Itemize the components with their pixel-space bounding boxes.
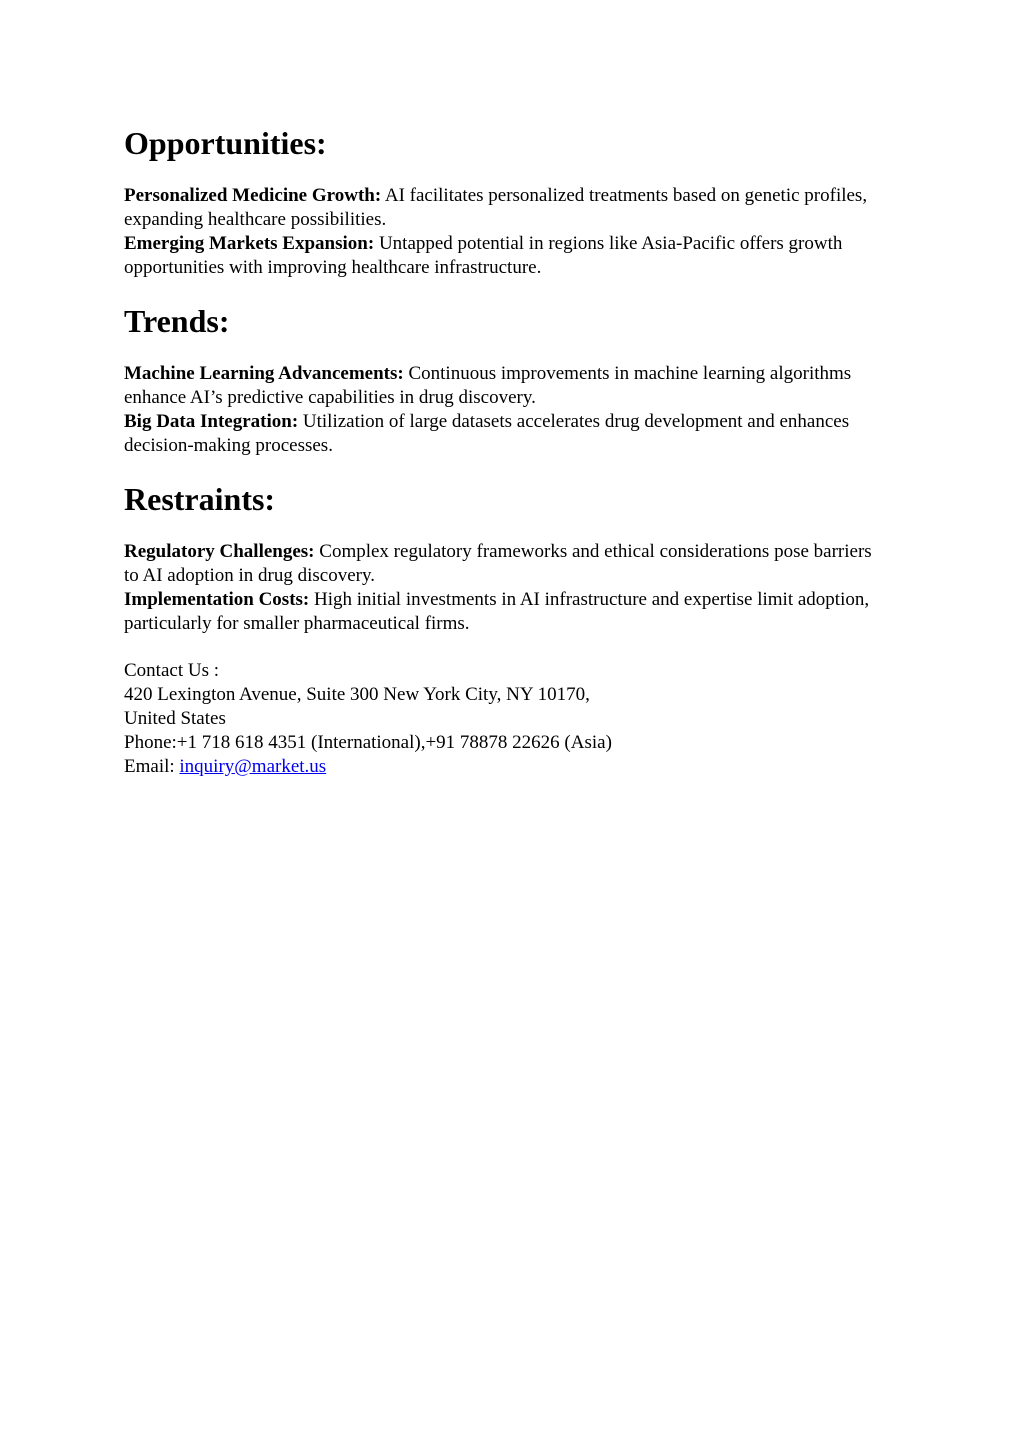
contact-heading: Contact Us : <box>124 660 219 681</box>
section-trends <box>124 302 884 458</box>
paragraph-lead: Regulatory Challenges: <box>124 541 315 562</box>
contact-block <box>124 659 884 779</box>
paragraph-personalized-medicine <box>124 184 884 232</box>
paragraph-text: High initial investments in AI infrastructure and expertise limit adoption, particularly for smaller pharmaceutical firms. <box>124 589 870 634</box>
contact-email-row <box>124 755 884 779</box>
paragraph-regulatory-challenges <box>124 540 884 588</box>
paragraph-text: Complex regulatory frameworks and ethical considerations pose barriers to AI adoption in drug discovery. <box>124 541 872 586</box>
paragraph-lead: Big Data Integration: <box>124 411 299 432</box>
section-title: Opportunities: <box>124 125 327 161</box>
paragraph-text: AI facilitates personalized treatments based on genetic profiles, expanding healthcare possibilities. <box>124 185 868 230</box>
section-opportunities <box>124 124 884 280</box>
contact-address-line1: 420 Lexington Avenue, Suite 300 New York City, NY 10170, <box>124 684 590 705</box>
paragraph-lead: Machine Learning Advancements: <box>124 363 404 384</box>
paragraph-big-data <box>124 410 884 458</box>
paragraph-implementation-costs <box>124 588 884 636</box>
paragraph-text: Untapped potential in regions like Asia-Pacific offers growth opportunities with improving healthcare infrastructure. <box>124 233 843 278</box>
contact-email-label: Email: <box>124 756 180 777</box>
paragraph-lead: Emerging Markets Expansion: <box>124 233 375 254</box>
paragraph-text: Utilization of large datasets accelerates drug development and enhances decision-making processes. <box>124 411 850 456</box>
section-title: Restraints: <box>124 481 276 517</box>
paragraph-machine-learning <box>124 362 884 410</box>
paragraph-lead: Personalized Medicine Growth: <box>124 185 382 206</box>
paragraph-text: Continuous improvements in machine learning algorithms enhance AI’s predictive capabilities in drug discovery. <box>124 363 852 408</box>
contact-address-line2: United States <box>124 708 226 729</box>
section-restraints <box>124 480 884 636</box>
contact-email-link[interactable]: inquiry@market.us <box>179 756 327 777</box>
paragraph-emerging-markets <box>124 232 884 280</box>
paragraph-lead: Implementation Costs: <box>124 589 310 610</box>
section-title: Trends: <box>124 303 230 339</box>
contact-phone: Phone:+1 718 618 4351 (International),+91 78878 22626 (Asia) <box>124 732 612 753</box>
